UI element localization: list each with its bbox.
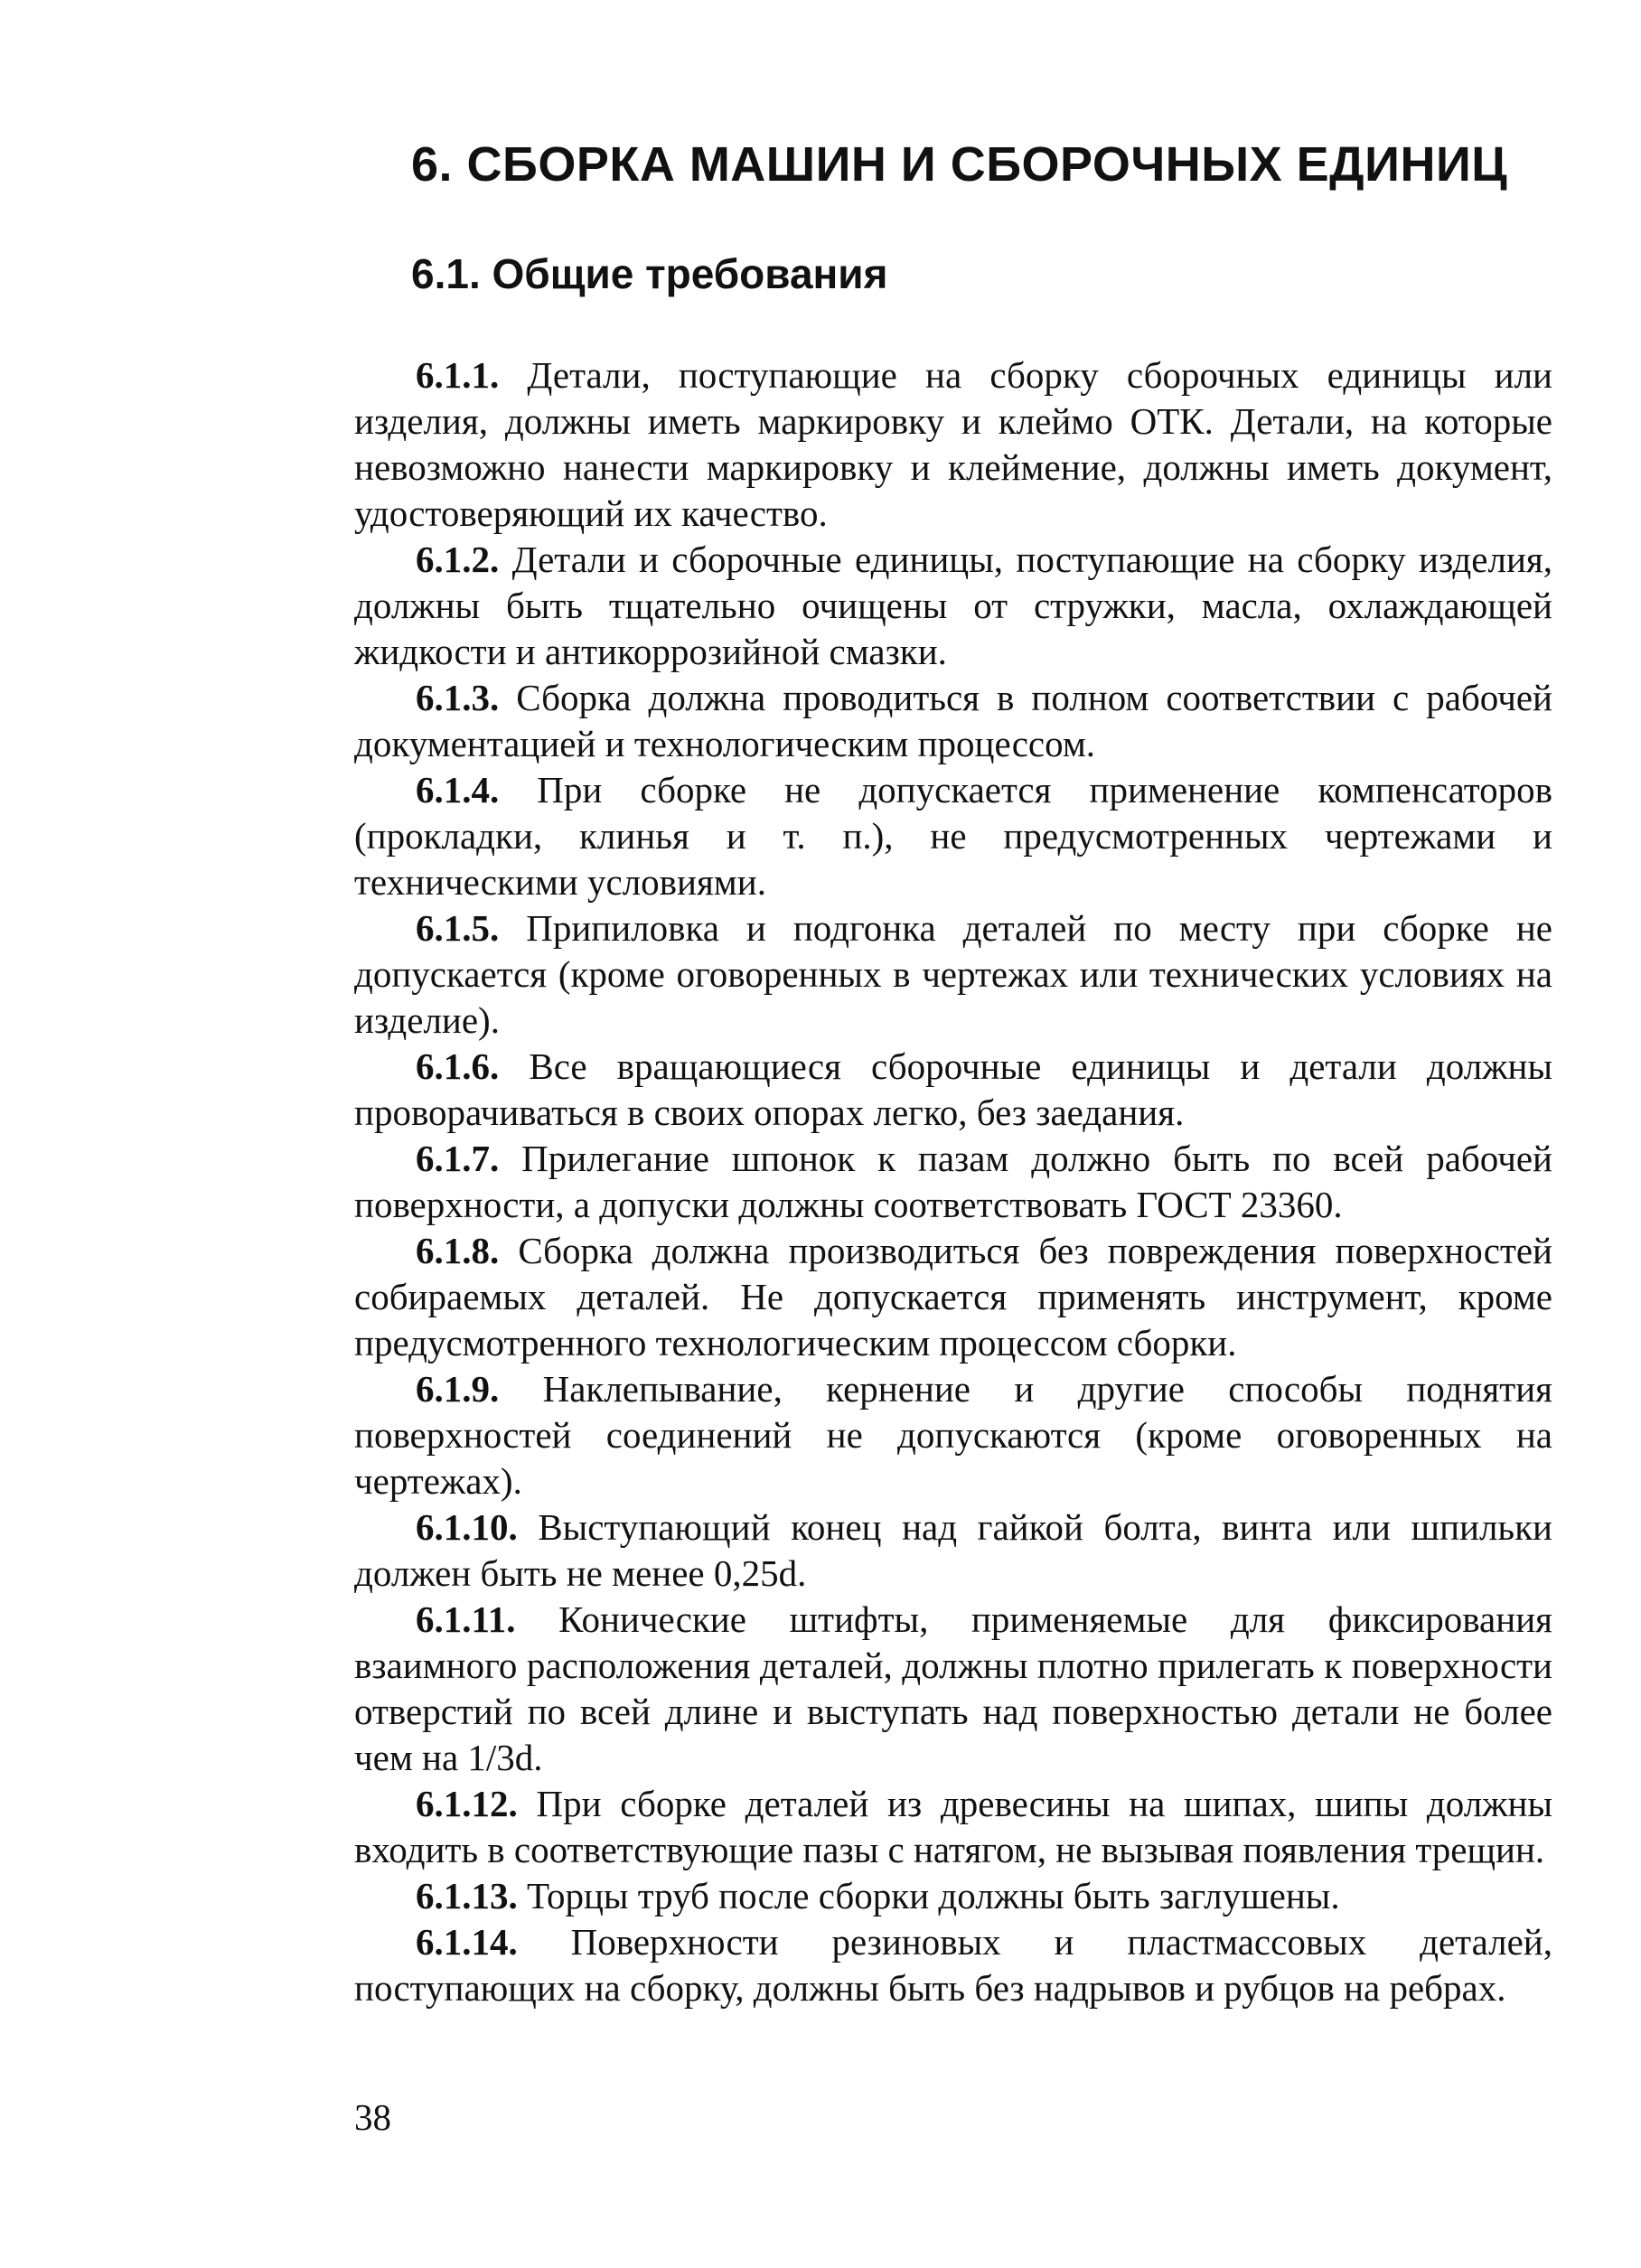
paragraph-6-1-7 xyxy=(354,1136,1552,1228)
paragraph-6-1-5 xyxy=(354,905,1552,1044)
paragraph-6-1-2 xyxy=(354,537,1552,675)
paragraph-number: 6.1.3. xyxy=(416,677,500,718)
paragraph-number: 6.1.7. xyxy=(416,1138,500,1179)
paragraph-6-1-4 xyxy=(354,767,1552,905)
paragraph-number: 6.1.6. xyxy=(416,1045,500,1087)
paragraph-number: 6.1.11. xyxy=(416,1598,516,1640)
paragraph-6-1-12 xyxy=(354,1781,1552,1873)
paragraph-6-1-6 xyxy=(354,1044,1552,1136)
paragraph-text: Детали и сборочные единицы, поступающие на сборку изделия, должны быть тщательно очищены от стружки, масла, охлаждающей жидкости и антикоррозийной смазки. xyxy=(354,539,1552,672)
paragraph-number: 6.1.4. xyxy=(416,769,500,811)
paragraph-text: Сборка должна проводиться в полном соответствии с рабочей документацией и технологическим процессом. xyxy=(354,677,1552,764)
paragraph-text: При сборке деталей из древесины на шипах, шипы должны входить в соответствующие пазы с натягом, не вызывая появления трещин. xyxy=(354,1783,1552,1870)
paragraph-6-1-13 xyxy=(354,1873,1552,1919)
paragraph-6-1-9 xyxy=(354,1366,1552,1504)
paragraph-6-1-14 xyxy=(354,1919,1552,2011)
paragraph-6-1-11 xyxy=(354,1597,1552,1781)
paragraph-text: Прилегание шпонок к пазам должно быть по всей рабочей поверхности, а допуски должны соответствовать ГОСТ 23360. xyxy=(354,1138,1552,1225)
paragraph-number: 6.1.14. xyxy=(416,1921,518,1963)
paragraph-text: Поверхности резиновых и пластмассовых деталей, поступающих на сборку, должны быть без надрывов и рубцов на ребрах. xyxy=(354,1921,1552,2009)
paragraph-text: Сборка должна производиться без повреждения поверхностей собираемых деталей. Не допускается применять инструмент, кроме предусмотренного технологическим процессом сборки. xyxy=(354,1230,1552,1364)
paragraph-number: 6.1.9. xyxy=(416,1368,500,1410)
paragraph-text: Выступающий конец над гайкой болта, винта или шпильки должен быть не менее 0,25d. xyxy=(354,1506,1552,1594)
paragraph-6-1-3 xyxy=(354,675,1552,767)
section-body xyxy=(354,352,1552,2011)
paragraph-text: Наклепывание, кернение и другие способы поднятия поверхностей соединений не допускаются (кроме оговоренных на чертежах). xyxy=(354,1368,1552,1502)
paragraph-number: 6.1.12. xyxy=(416,1783,518,1824)
paragraph-text: При сборке не допускается применение компенсаторов (прокладки, клинья и т. п.), не предусмотренных чертежами и техническими условиями. xyxy=(354,769,1552,903)
paragraph-number: 6.1.13. xyxy=(416,1875,518,1917)
paragraph-number: 6.1.10. xyxy=(416,1506,518,1548)
paragraph-6-1-8 xyxy=(354,1228,1552,1366)
paragraph-text: Торцы труб после сборки должны быть заглушены. xyxy=(517,1875,1340,1917)
paragraph-text: Детали, поступающие на сборку сборочных единицы или изделия, должны иметь маркировку и клеймо ОТК. Детали, на которые невозможно нанести маркировку и клеймение, должны иметь документ, удостоверяющий их качество. xyxy=(354,354,1552,534)
paragraph-number: 6.1.5. xyxy=(416,907,500,949)
paragraph-text: Припиловка и подгонка деталей по месту при сборке не допускается (кроме оговоренных в чертежах или технических условиях на изделие). xyxy=(354,907,1552,1041)
section-title: 6.1. Общие требования xyxy=(411,250,888,297)
chapter-title: 6. СБОРКА МАШИН И СБОРОЧНЫХ ЕДИНИЦ xyxy=(411,137,1508,192)
paragraph-6-1-10 xyxy=(354,1504,1552,1597)
paragraph-number: 6.1.1. xyxy=(416,354,500,396)
paragraph-6-1-1 xyxy=(354,352,1552,537)
paragraph-number: 6.1.8. xyxy=(416,1230,500,1271)
paragraph-number: 6.1.2. xyxy=(416,539,500,580)
paragraph-text: Конические штифты, применяемые для фиксирования взаимного расположения деталей, должны плотно прилегать к поверхности отверстий по всей длине и выступать над поверхностью детали не более чем на 1/3d. xyxy=(354,1598,1552,1778)
page-number: 38 xyxy=(354,2096,391,2138)
paragraph-text: Все вращающиеся сборочные единицы и детали должны проворачиваться в своих опорах легко, без заедания. xyxy=(354,1045,1552,1133)
